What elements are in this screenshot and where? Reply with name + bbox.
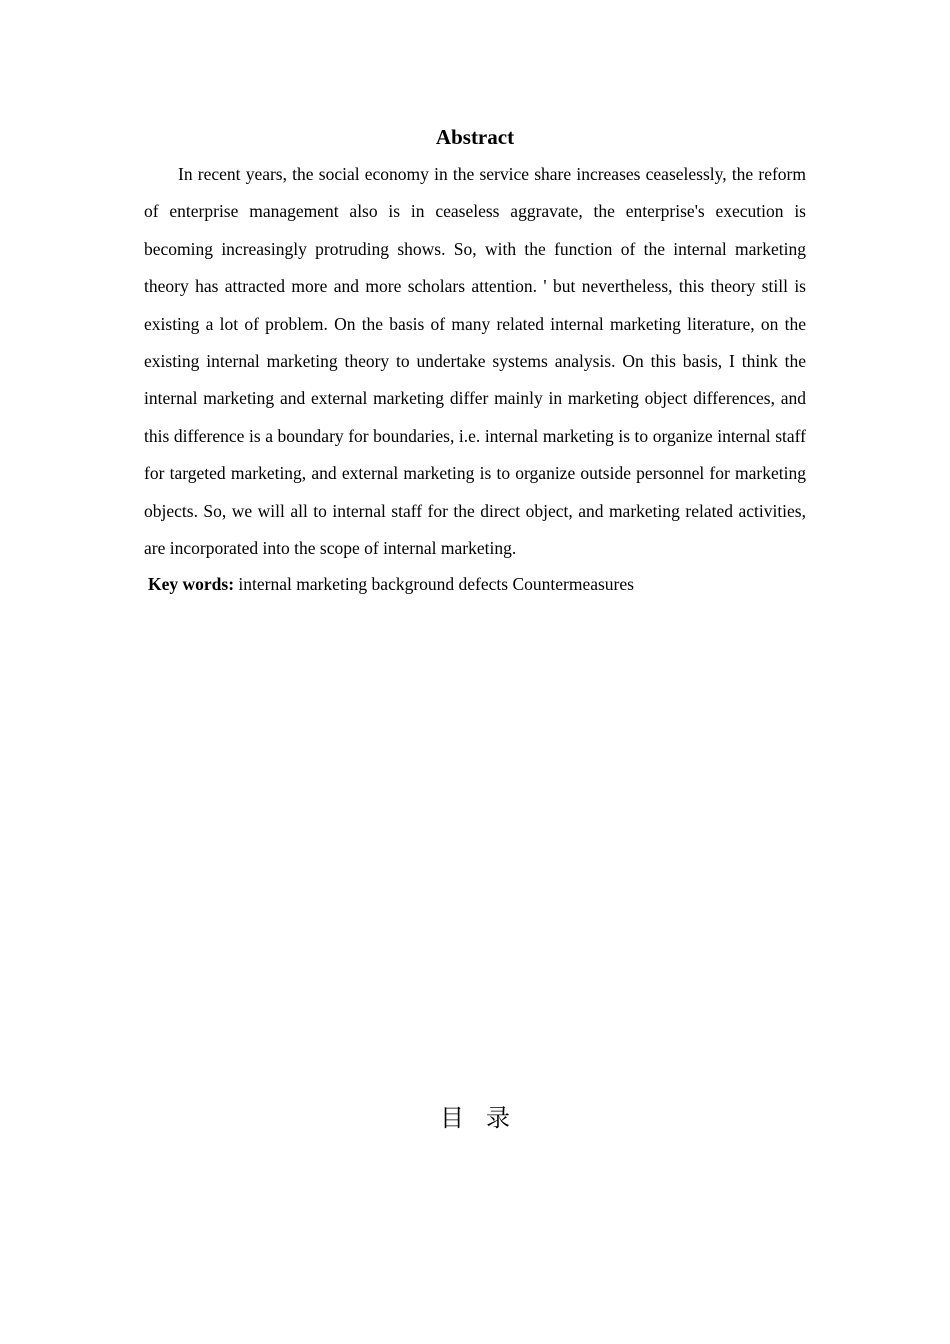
keywords-text: internal marketing background defects Countermeasures — [238, 574, 634, 595]
keywords-label: Key words: — [148, 574, 235, 595]
abstract-section — [144, 122, 806, 599]
abstract-title: Abstract — [435, 125, 515, 149]
keywords-line — [148, 569, 806, 599]
abstract-body: In recent years, the social economy in the service share increases ceaselessly, the reform of enterprise management also is in ceaseless aggravate, the enterprise's execution is becoming increasingly protruding shows. So, with the function of the internal marketing theory has attracted more and more scholars attention. ' but nevertheless, this theory still is existing a lot of problem. On the basis of many related internal marketing literature, on the existing internal marketing theory to undertake systems analysis. On this basis, I think the internal marketing and external marketing differ mainly in marketing object differences, and this difference is a boundary for boundaries, i.e. internal marketing is to organize internal staff for targeted marketing, and external marketing is to organize outside personnel for marketing objects. So, we will all to internal staff for the direct object, and marketing related activities, are incorporated into the scope of internal marketing. — [144, 164, 806, 559]
table-of-contents-title: 目录 — [440, 1104, 532, 1132]
